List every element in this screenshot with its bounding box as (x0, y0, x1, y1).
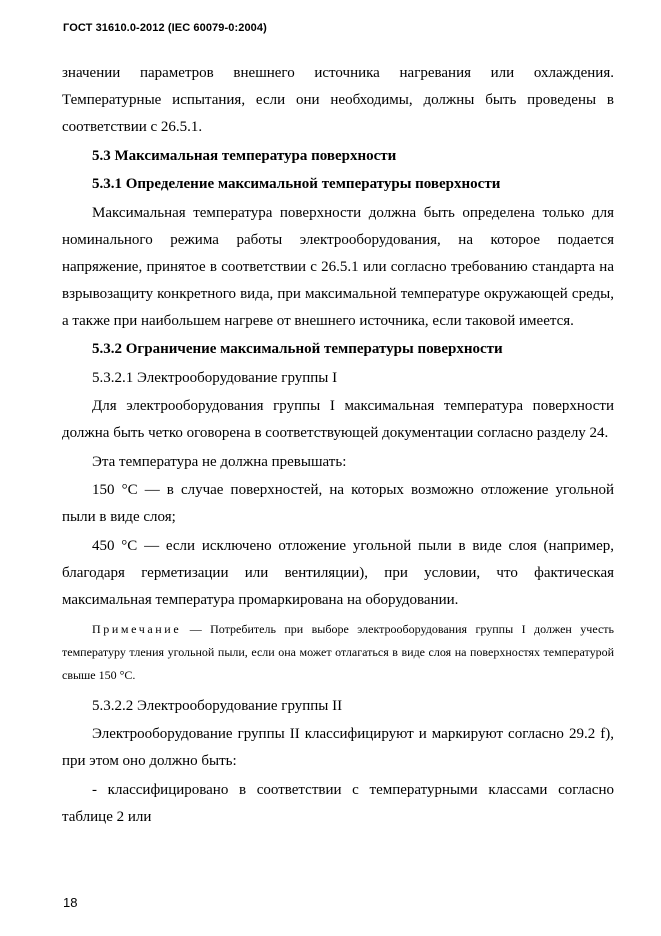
page-number: 18 (63, 895, 78, 910)
paragraph-450c: 450 °С — если исключено отложение угольной пыли в виде слоя (например, благодаря герметизации или вентиляции), при условии, что фактическая максимальная температура промаркирована на оборудовании. (62, 537, 614, 608)
page-content (62, 60, 614, 831)
paragraph-continuation: значении параметров внешнего источника нагревания или охлаждения. Температурные испытания, если они необходимы, должны быть проведены в соответствии с 26.5.1. (62, 65, 614, 135)
paragraph-classification: - классифицировано в соответствии с температурными классами согласно таблице 2 или (62, 781, 614, 825)
subsection-heading-5-3-2-1: 5.3.2.1 Электрооборудование группы I (92, 369, 338, 386)
note-label: Примечание (92, 621, 182, 636)
paragraph-max-temp-definition: Максимальная температура поверхности должна быть определена только для номинального режима работы электрооборудования, на которое подается напряжение, принятое в соответствии с 26.5.1 или согласно требованию стандарта на взрывозащиту конкретного вида, при максимальной температуре окружающей среды, а также при наибольшем нагреве от внешнего источника, если таковой имеется. (62, 204, 614, 329)
note (62, 618, 614, 687)
paragraph-group-ii: Электрооборудование группы II классифицируют и маркируют согласно 29.2 f), при этом оно должно быть: (62, 726, 614, 769)
paragraph-group-i: Для электрооборудования группы I максимальная температура поверхности должна быть четко оговорена в соответствующей документации согласно разделу 24. (62, 398, 614, 441)
paragraph-150c: 150 °С — в случае поверхностей, на которых возможно отложение угольной пыли в виде слоя; (62, 482, 614, 525)
section-heading-5-3: 5.3 Максимальная температура поверхности (92, 147, 397, 164)
document-header: ГОСТ 31610.0-2012 (IEC 60079-0:2004) (63, 22, 267, 34)
note-text: — Потребитель при выборе электрооборудования группы I должен учесть температуру тления угольной пыли, если она может отлагаться в виде слоя на поверхностях температурой свыше 150 °С. (62, 621, 614, 682)
subsection-heading-5-3-2-2: 5.3.2.2 Электрооборудование группы II (92, 697, 343, 714)
section-heading-5-3-1: 5.3.1 Определение максимальной температуры поверхности (92, 176, 501, 192)
section-heading-5-3-2: 5.3.2 Ограничение максимальной температуры поверхности (92, 341, 503, 357)
paragraph-limit-intro: Эта температура не должна превышать: (92, 453, 347, 470)
